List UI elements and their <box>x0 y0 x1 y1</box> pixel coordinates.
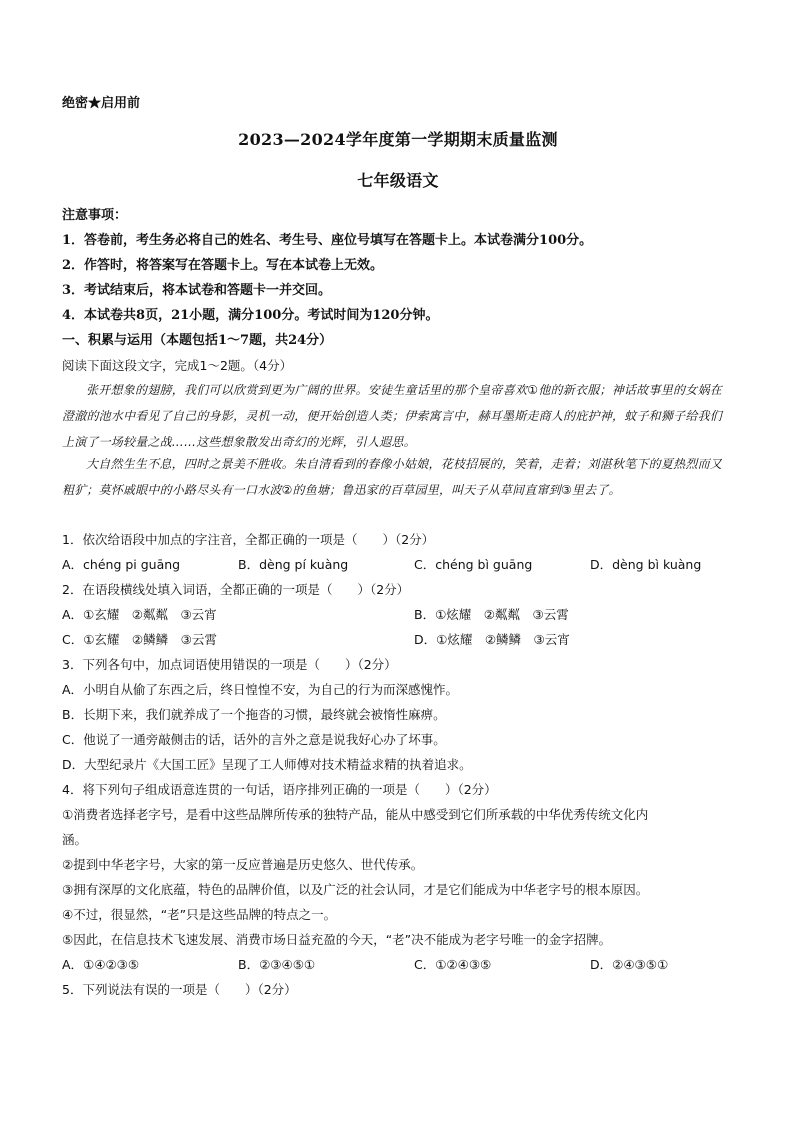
question-1-option-b: B．dèng pí kuàng <box>238 557 349 572</box>
section-heading: 一、积累与运用（本题包括1～7题，共24分） <box>62 333 333 348</box>
question-4-sentence: ①消费者选择老字号，是看中这些品牌所传承的独特产品，能从中感受到它们所承载的中华优秀传统文化内 <box>62 807 649 822</box>
question-5-stem: 5．下列说法有误的一项是（ ）（2分） <box>62 982 297 997</box>
reading-paragraph-1: 张开想象的翅膀，我们可以欣赏到更为广阔的世界。安徒生童话里的那个皇帝喜欢①他的新衣服；神话故事里的女娲在澄澈的池水中看见了自己的身影，灵机一动，便开始创造人类；伊索寓言中，赫耳墨斯走商人的庇护神，蚊子和狮子给我们上演了一场较量之战……这些想象散发出奇幻的光辉，引人遐思。 <box>62 383 722 449</box>
note-item: 4．本试卷共8页，21小题，满分100分。考试时间为120分钟。 <box>62 308 439 323</box>
question-4-sentence: ②提到中华老字号，大家的第一反应普遍是历史悠久、世代传承。 <box>62 857 424 872</box>
question-4-option-b: B．②③④⑤① <box>238 957 316 972</box>
question-1-option-a: A．chéng pi guāng <box>62 557 181 572</box>
question-4-sentence: 涵。 <box>62 832 88 847</box>
question-2-option-b: B．①炫耀 ②粼粼 ③云霄 <box>414 607 569 622</box>
exam-subject: 七年级语文 <box>357 171 439 190</box>
confidential-label: 绝密★启用前 <box>62 96 141 111</box>
question-2-option-c: C．①玄耀 ②鳞鳞 ③云霄 <box>62 632 217 647</box>
exam-title: 2023—2024学年度第一学期期末质量监测 <box>238 130 558 149</box>
question-2-option-d: D．①炫耀 ②鳞鳞 ③云宵 <box>414 632 570 647</box>
question-1-stem: 1．依次给语段中加点的字注音，全都正确的一项是（ ）（2分） <box>62 532 435 547</box>
question-1-option-d: D．dèng bì kuàng <box>590 557 702 572</box>
question-4-option-a: A．①④②③⑤ <box>62 957 140 972</box>
question-4-stem: 4．将下列句子组成语意连贯的一句话，语序排列正确的一项是（ ）（2分） <box>62 782 497 797</box>
question-4-option-d: D．②④③⑤① <box>590 957 669 972</box>
question-4-sentence: ③拥有深厚的文化底蕴，特色的品牌价值，以及广泛的社会认同，才是它们能成为中华老字号的根本原因。 <box>62 882 649 897</box>
note-item: 3．考试结束后，将本试卷和答题卡一并交回。 <box>62 283 332 298</box>
question-4-sentence: ⑤因此，在信息技术飞速发展、消费市场日益充盈的今天，“老”决不能成为老字号唯一的金字招牌。 <box>62 932 612 947</box>
note-item: 1．答卷前，考生务必将自己的姓名、考生号、座位号填写在答题卡上。本试卷满分100分。 <box>62 233 593 248</box>
question-4-option-c: C．①②④③⑤ <box>414 957 492 972</box>
question-1-option-c: C．chéng bì guāng <box>414 557 533 572</box>
question-3-option-c: C．他说了一通旁敲侧击的话，话外的言外之意是说我好心办了坏事。 <box>62 732 446 747</box>
question-2-option-a: A．①玄耀 ②粼粼 ③云宵 <box>62 607 217 622</box>
question-4-sentence: ④不过，很显然，“老”只是这些品牌的特点之一。 <box>62 907 337 922</box>
question-3-option-b: B．长期下来，我们就养成了一个拖沓的习惯，最终就会被惰性麻痹。 <box>62 707 446 722</box>
note-item: 2．作答时，将答案写在答题卡上。写在本试卷上无效。 <box>62 258 384 273</box>
reading-paragraph-2: 大自然生生不息，四时之景美不胜收。朱自清看到的春像小姑娘，花枝招展的，笑着，走着；刘湛秋笔下的夏热烈而又粗犷；莫怀戚眼中的小路尽头有一口水波②的鱼塘；鲁迅家的百草园里，叫天子从草间直窜到③里去了。 <box>62 457 722 497</box>
question-2-stem: 2．在语段横线处填入词语，全都正确的一项是（ ）（2分） <box>62 582 410 597</box>
reading-intro: 阅读下面这段文字，完成1～2题。（4分） <box>62 358 293 373</box>
question-3-stem: 3．下列各句中，加点词语使用错误的一项是（ ）（2分） <box>62 657 397 672</box>
question-3-option-a: A．小明自从偷了东西之后，终日惶惶不安，为自己的行为而深感愧怍。 <box>62 682 459 697</box>
question-3-option-d: D．大型纪录片《大国工匠》呈现了工人师傅对技术精益求精的执着追求。 <box>62 757 472 772</box>
notes-heading: 注意事项： <box>62 208 128 223</box>
